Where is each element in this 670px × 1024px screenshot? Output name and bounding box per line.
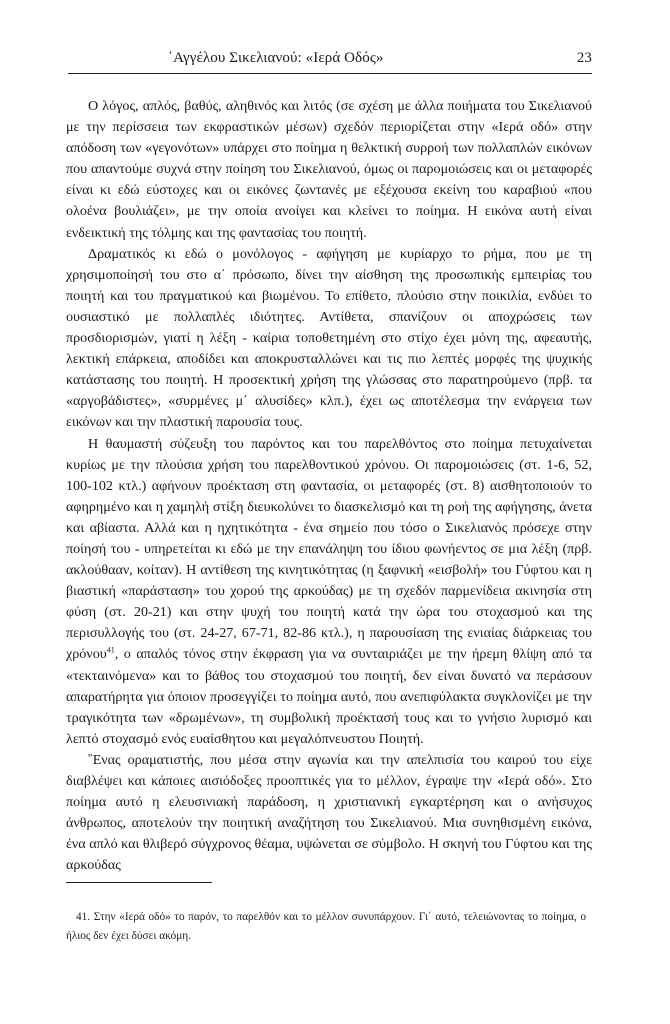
paragraph-3-part-2: , ο απαλός τόνος στην έκφραση για να συνταιριάζει με την ήρεμη θλίψη από τα «τεκταινόμενα» και το βάθος του στοχασμού του ποιητή, δεν είναι δυνατό να περάσουν απαρατήρητα για όποιον προσεγγίζει το ποίημα αυτό, που ανεπιφύλακτα συγκλονίζει με την τραγικότητα των «δρωμένων», τη συμβολική προέκτασή τους και το γνήσιο λυρισμό και λεπτό στοχασμό ενός ευαίσθητου και μεγαλόπνευστου Ποιητή. [66, 646, 592, 747]
page-number: 23 [576, 50, 592, 66]
paragraph-4: ῞Ενας οραματιστής, που μέσα στην αγωνία και την απελπισία του καιρού του είχε διαβλέψει και κάποιες αισιόδοξες προοπτικές για το μέλλον, έγραψε την «Ιερά οδό». Στο ποίημα αυτό η ελευσινιακή παράδοση, η χριστιανική εγκαρτέρηση και ο ανήσυχος άνθρωπος, αποτελούν την ποιητική αναζήτηση του Σικελιανού. Μια συνηθισμένη εικόνα, ένα απλό και θλιβερό σύγχρονος θέαμα, υψώνεται σε σύμβολο. Η σκηνή του Γύφτου και της αρκούδας [66, 751, 592, 874]
running-header [72, 50, 592, 67]
paragraph-3 [66, 434, 592, 750]
footnote-text: 41. Στην «Ιερά οδό» το παρόν, το παρελθόν και το μέλλον συνυπάρχουν. Γι΄ αυτό, τελειώνοντας το ποίημα, ο ήλιος δεν έχει δύσει ακόμη. [66, 911, 586, 942]
paragraph-1: Ο λόγος, απλός, βαθύς, αληθινός και λιτός (σε σχέση με άλλα ποιήματα του Σικελιανού με την περίσσεια των εκφραστικών μέσων) σχεδόν περιορίζεται στην «Ιερά οδό» στην απόδοση των «γεγονότων» υπάρχει στο ποίημα η θελκτική συρροή των πολλαπλών εικόνων που απαντούμε συχνά στην ποίηση του Σικελιανού, όμως οι παρομοιώσεις και οι μεταφορές είναι κι εδώ εύστοχες και οι εικόνες ζωντανές με εξέχουσα εκείνη του καραβιού «που ολοένα βουλιάζει», με την οποία ανοίγει και κλείνει το ποίημα. Η εικόνα αυτή είναι ενδεικτική της τόλμης και της φαντασίας του ποιητή. [66, 98, 592, 241]
body-text [66, 96, 592, 876]
footnote-rule [66, 882, 212, 883]
header-rule [68, 73, 592, 74]
running-title: ῾Αγγέλου Σικελιανού: «Ιερά Οδός» [168, 50, 384, 66]
footnote [66, 908, 586, 946]
paragraph-2: Δραματικός κι εδώ ο μονόλογος - αφήγηση με κυρίαρχο το ρήμα, που με τη χρησιμοποίησή του στο α΄ πρόσωπο, δίνει την αίσθηση της προσωπικής εμπειρίας του ποιητή και του πραγματικού και βιωμένου. Το επίθετο, πλούσιο στην ποικιλία, ενδύει το ουσιαστικό με πολλαπλές ιδιότητες. Αντίθετα, σπανίζουν οι αποχρώσεις των προσδιορισμών, γιατί η λέξη - καίρια τοποθετημένη στο στίχο έχει μόνη της, αφεαυτής, λεκτική επάρκεια, αποδίδει και αποκρυσταλλώνει και τις πιο λεπτές μορφές της ψυχικής κατάστασης του ποιητή. Η προσεκτική χρήση της γλώσσας στο παρατηρούμενο (πρβ. τα «αργοβάδιστες», «συρμένες μ΄ αλυσίδες» κλπ.), έχει ως αποτέλεσμα την ενάργεια των εικόνων και την πλαστική παρουσία τους. [66, 245, 592, 431]
footnote-reference: 41 [106, 645, 115, 655]
paragraph-3-part-1: Η θαυμαστή σύζευξη του παρόντος και του παρελθόντος στο ποίημα πετυχαίνεται κυρίως με την πλούσια χρήση του παρελθοντικού χρόνου. Οι παρομοιώσεις (στ. 1-6, 52, 100-102 κτλ.) αφήνουν προέκταση στη φαντασία, οι μεταφορές (στ. 8) αισθητοποιούν το αφηρημένο και η χαμηλή στίξη διευκολύνει το διασκελισμό και τη ροή της αφήγησης, άνετα και αβίαστα. Αλλά και η ηχητικότητα - ένα σημείο που τόσο ο Σικελιανός πρόσεχε στην ποίησή του - υπηρετείται κι εδώ με την επανάληψη του ίδιου φωνήεντος σε μια λέξη (πρβ. ακλούθααν, κοίταν). Η αντίθεση της κινητικότητας (η ξαφνική «εισβολή» του Γύφτου και η βιαστική «παράσταση» του χορού της αρκούδας) με τη σχεδόν παρμενίδεια ακινησία στη φύση (στ. 20-21) και στην ψυχή του ποιητή κατά την ώρα του στοχασμού και της περισυλλογής του (στ. 24-27, 67-71, 82-86 κτλ.), η παρουσίαση της ενιαίας διάρκειας του χρόνου [66, 435, 592, 663]
